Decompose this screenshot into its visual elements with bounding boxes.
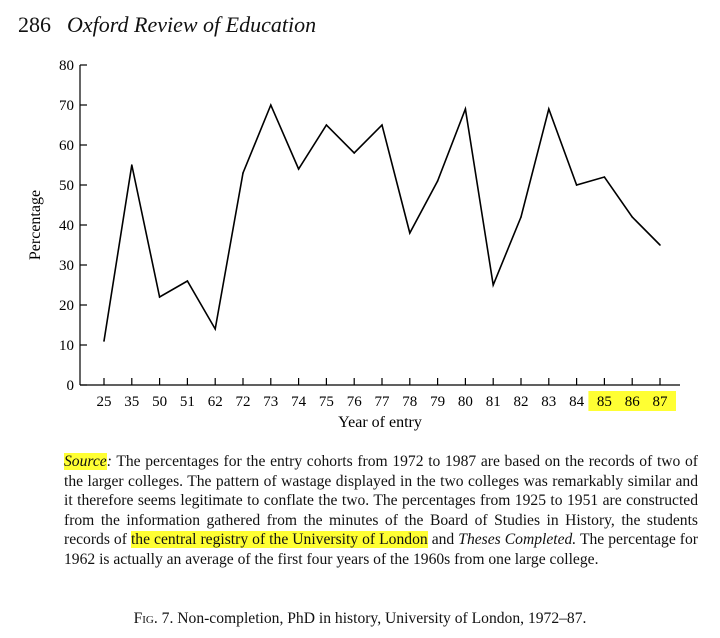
x-tick-label: 77 (374, 394, 390, 410)
x-tick-label: 85 (596, 394, 612, 410)
x-tick-label: 78 (402, 394, 418, 410)
source-italic-theses: Theses Completed. (458, 531, 577, 549)
x-tick-label: 81 (485, 394, 501, 410)
y-tick-label: 20 (59, 298, 74, 314)
data-point (548, 108, 550, 110)
x-tick-label: 86 (624, 394, 640, 410)
x-tick-label: 62 (207, 394, 223, 410)
figure-caption-text: Non-completion, PhD in history, University of London, 1972–87. (173, 610, 587, 627)
x-tick-label: 84 (569, 394, 585, 410)
y-axis-label: Percentage (27, 189, 44, 261)
data-point (242, 172, 244, 174)
journal-title: Oxford Review of Education (67, 12, 317, 37)
y-tick-label: 40 (59, 218, 74, 234)
data-point (409, 232, 411, 234)
data-point (659, 244, 661, 246)
data-point (465, 108, 467, 110)
source-text-part1: The percentages for the entry cohorts from 1972 to 1987 are based on the records of two of the larger colleges. The pattern of wastage displayed in the two colleges was remarkably similar and it therefore seems legitimate to conflate the two. The percentages from 1925 to 1951 are constructed from the information gathered from the minutes of the Board of Studies in History, the students records of (64, 453, 698, 549)
x-tick-label: 51 (179, 394, 195, 410)
data-point (298, 168, 300, 170)
figure-caption (0, 610, 720, 628)
y-tick-label: 10 (59, 338, 74, 354)
data-point (576, 184, 578, 186)
data-point (214, 328, 216, 330)
x-tick-label: 76 (346, 394, 362, 410)
x-tick-label: 82 (513, 394, 529, 410)
line-chart (0, 48, 720, 438)
data-point (437, 180, 439, 182)
x-tick-label: 80 (457, 394, 473, 410)
source-label: Source (64, 453, 107, 470)
data-point (103, 340, 105, 342)
x-tick-label: 50 (152, 394, 168, 410)
data-point (631, 216, 633, 218)
x-tick-label: 25 (96, 394, 112, 410)
x-tick-label: 73 (263, 394, 279, 410)
data-point (353, 152, 355, 154)
page-number: 286 (18, 12, 51, 37)
data-point (159, 296, 161, 298)
y-tick-label: 50 (59, 178, 74, 194)
x-tick-label: 74 (291, 394, 307, 410)
data-point (492, 284, 494, 286)
x-axis-label: Year of entry (338, 414, 422, 431)
data-point (604, 176, 606, 178)
data-point (520, 216, 522, 218)
y-tick-label: 80 (59, 58, 74, 74)
x-tick-label: 75 (318, 394, 334, 410)
data-point (381, 124, 383, 126)
figure-label: Fig. 7. (133, 610, 174, 627)
x-tick-label: 35 (124, 394, 140, 410)
data-series-line (104, 105, 660, 341)
y-tick-label: 70 (59, 98, 74, 114)
y-tick-label: 0 (66, 378, 74, 394)
source-highlight-registry: the central registry of the University of London (130, 531, 428, 549)
page-header (18, 12, 316, 42)
y-tick-label: 30 (59, 258, 74, 274)
data-point (187, 280, 189, 282)
source-text-part2: and (427, 531, 459, 549)
x-tick-label: 72 (235, 394, 251, 410)
x-tick-label: 79 (430, 394, 446, 410)
source-paragraph (64, 452, 698, 570)
data-point (270, 104, 272, 106)
y-tick-label: 60 (59, 138, 74, 154)
x-tick-label: 87 (652, 394, 668, 410)
source-text-part3: The percentage for 1962 is actually an average of the first four years of the 1960s from one large college. (64, 531, 698, 568)
data-point (131, 164, 133, 166)
x-tick-label: 83 (541, 394, 557, 410)
source-label-suffix: : (106, 453, 112, 470)
data-point (326, 124, 328, 126)
